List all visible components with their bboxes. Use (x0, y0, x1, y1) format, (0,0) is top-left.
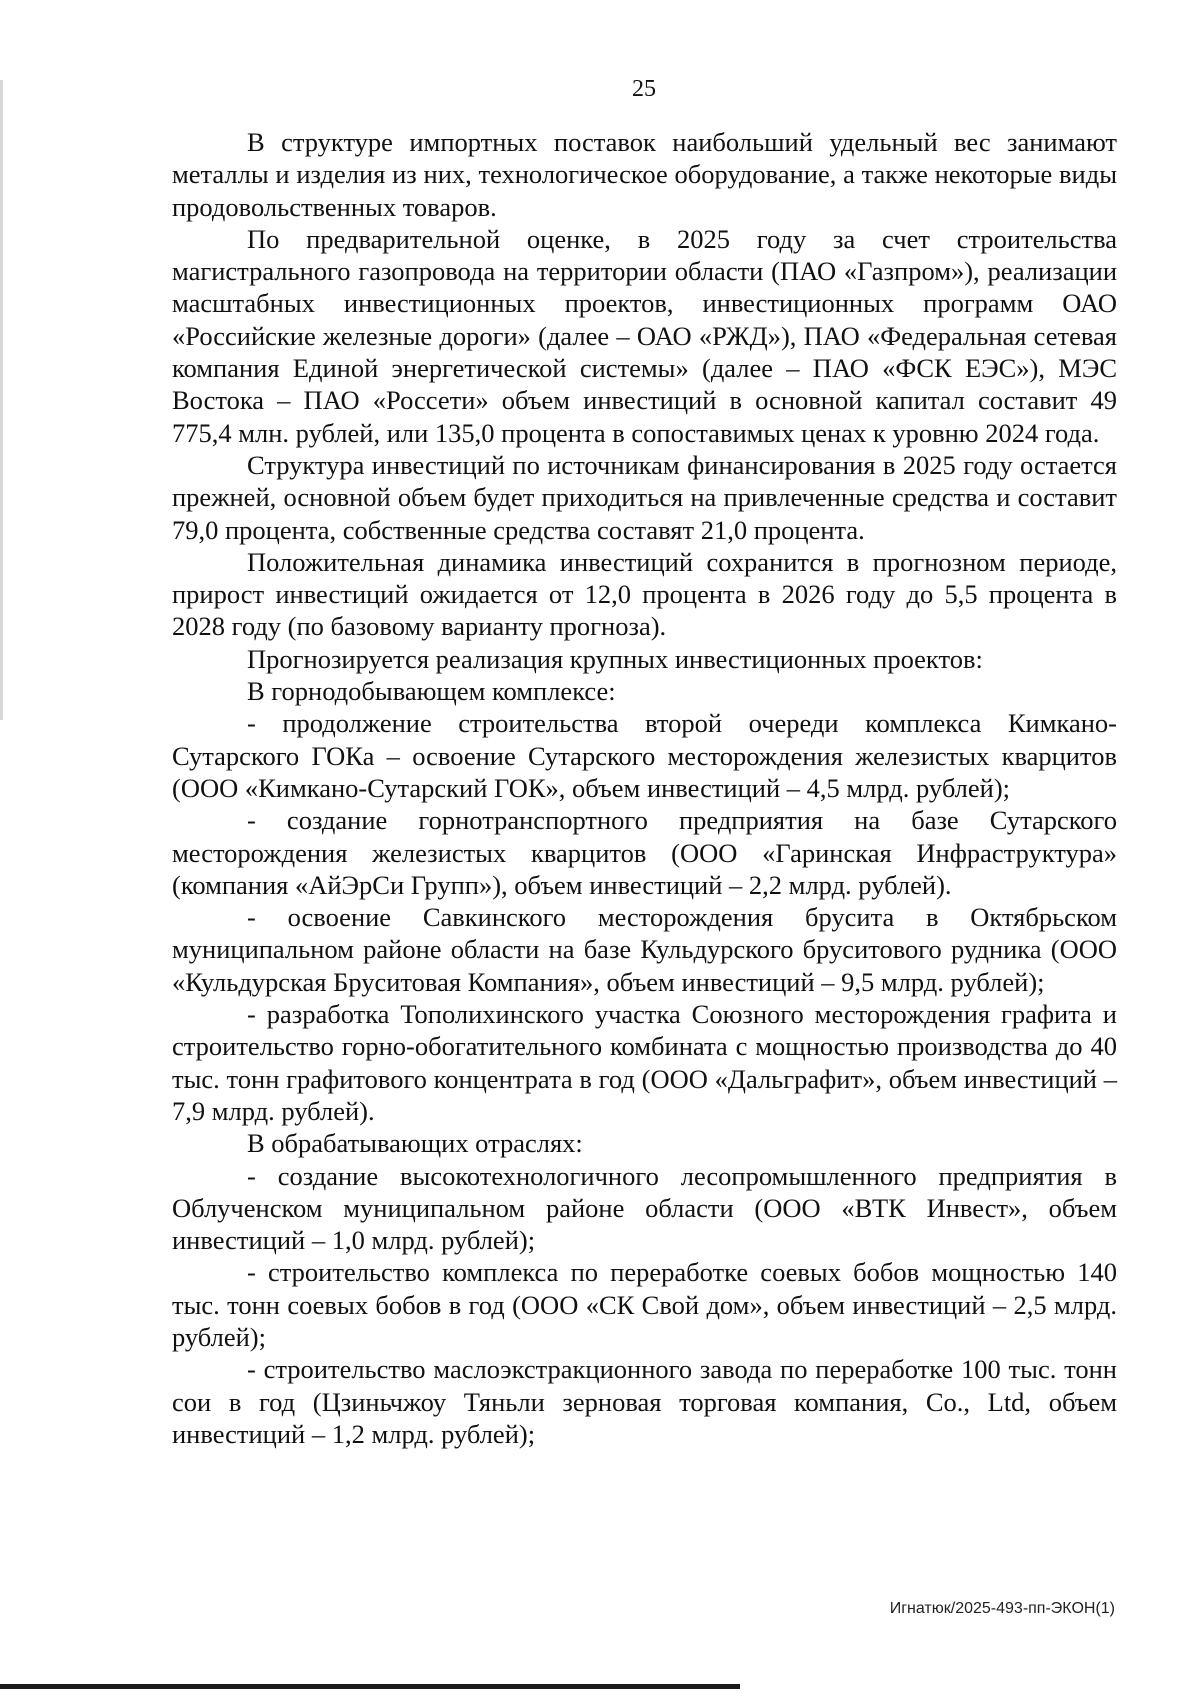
paragraph: Положительная динамика инвестиций сохранится в прогнозном периоде, прирост инвестиций ожидается от 12,0 процента в 2026 году до 5,5 процента в 2028 году (по базовому варианту прогноза). (172, 546, 1117, 642)
list-item: - освоение Савкинского месторождения брусита в Октябрьском муниципальном районе области на базе Кульдурского бруситового рудника (ООО «Кульдурская Бруситовая Компания», объем инвестиций – 9,5 млрд. рублей); (172, 902, 1117, 997)
list-item: - продолжение строительства второй очереди комплекса Кимкано-Сутарского ГОКа – освоение Сутарского месторождения железистых кварцитов (ООО «Кимкано-Сутарский ГОК», объем инвестиций – 4,5 млрд. рублей); (172, 708, 1117, 803)
list-item: - разработка Тополихинского участка Союзного месторождения графита и строительство горно-обогатительного комбината с мощностью производства до 40 тыс. тонн графитового концентрата в год (ООО «Дальграфит», объем инвестиций – 7,9 млрд. рублей). (172, 999, 1117, 1126)
paragraph: В структуре импортных поставок наибольший удельный вес занимают металлы и изделия из них, технологическое оборудование, а также некоторые виды продовольственных товаров. (172, 127, 1117, 222)
list-item: - строительство комплекса по переработке соевых бобов мощностью 140 тыс. тонн соевых бобов в год (ООО «СК Свой дом», объем инвестиций – 2,5 млрд. рублей); (172, 1257, 1117, 1352)
list-item: - создание горнотранспортного предприятия на базе Сутарского месторождения железистых кварцитов (ООО «Гаринская Инфраструктура» (компания «АйЭрСи Групп»), объем инвестиций – 2,2 млрд. рублей). (172, 805, 1117, 900)
section-heading: В обрабатывающих отраслях: (247, 1128, 583, 1159)
paragraph: Прогнозируется реализация крупных инвестиционных проектов: (247, 643, 983, 674)
paragraph: По предварительной оценке, в 2025 году за счет строительства магистрального газопровода на территории области (ПАО «Газпром»), реализации масштабных инвестиционных проектов, инвестиционных программ ОАО «Российские железные дороги» (далее – ОАО «РЖД»), ПАО «Федеральная сетевая компания Единой энергетической системы» (далее – ПАО «ФСК ЕЭС»), МЭС Востока – ПАО «Россети» объем инвестиций в основной капитал составит 49 775,4 млн. рублей, или 135,0 процента в сопоставимых ценах к уровню 2024 года. (172, 223, 1117, 448)
section-heading: В горнодобывающем комплексе: (247, 676, 616, 707)
document-body (172, 126, 1117, 1450)
list-item: - строительство маслоэкстракционного завода по переработке 100 тыс. тонн сои в год (Цзиньчжоу Тяньли зерновая торговая компания, Co., Ltd, объем инвестиций – 1,2 млрд. рублей); (172, 1354, 1117, 1449)
list-item: - создание высокотехнологичного лесопромышленного предприятия в Облученском муниципальном районе области (ООО «ВТК Инвест», объем инвестиций – 1,0 млрд. рублей); (172, 1160, 1117, 1256)
document-id: Игнатюк/2025-493-пп-ЭКОН(1) (889, 1600, 1115, 1617)
scan-edge-bottom (0, 1684, 740, 1689)
page-number: 25 (632, 76, 656, 102)
scan-edge-left (0, 80, 3, 720)
paragraph: Структура инвестиций по источникам финансирования в 2025 году остается прежней, основной объем будет приходиться на привлеченные средства и составит 79,0 процента, собственные средства составят 21,0 процента. (172, 449, 1117, 545)
